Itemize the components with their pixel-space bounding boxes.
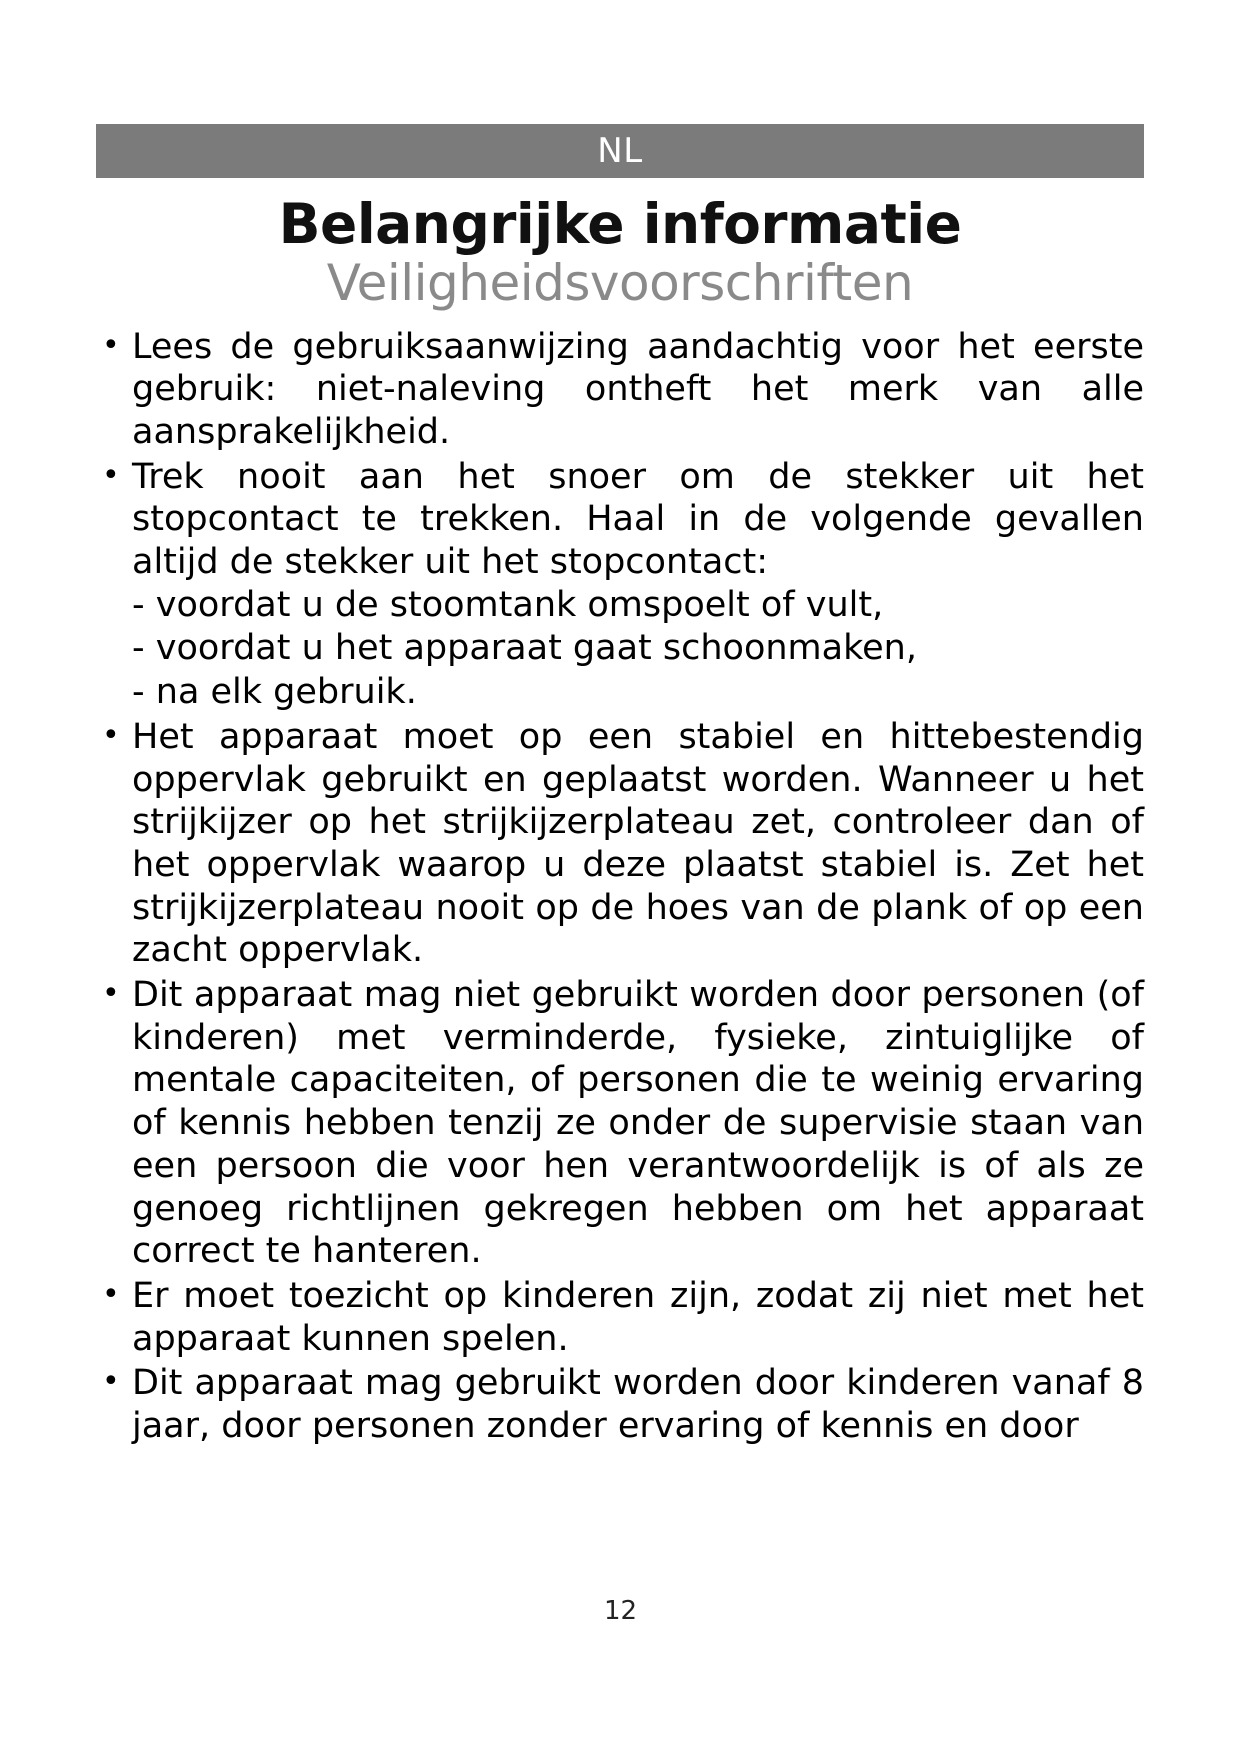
page-number: 12 bbox=[603, 1596, 638, 1626]
list-item-text: Er moet toezicht op kinderen zijn, zodat zij niet met het apparaat kunnen spelen. bbox=[132, 1275, 1144, 1359]
list-item-subline: - voordat u de stoomtank omspoelt of vult, bbox=[132, 584, 884, 625]
list-item bbox=[96, 716, 1144, 972]
list-item bbox=[96, 456, 1144, 714]
list-item bbox=[96, 326, 1144, 454]
page-content bbox=[96, 124, 1144, 1450]
list-item-text: Dit apparaat mag niet gebruikt worden door personen (of kinderen) met verminderde, fysieke, zintuiglijke of mentale capaciteiten, of personen die te weinig ervaring of kennis hebben tenzij ze onder de supervisie staan van een persoon die voor hen verantwoordelijk is of als ze genoeg richtlijnen gekregen hebben om het apparaat correct te hanteren. bbox=[132, 975, 1144, 1272]
list-item-text: Trek nooit aan het snoer om de stekker uit het stopcontact te trekken. Haal in de volgende gevallen altijd de stekker uit het stopcontact: bbox=[132, 456, 1144, 583]
list-item-text: Dit apparaat mag gebruikt worden door kinderen vanaf 8 jaar, door personen zonder ervaring of kennis en door bbox=[132, 1363, 1144, 1446]
list-item-subline: - voordat u het apparaat gaat schoonmaken, bbox=[132, 628, 917, 669]
list-item-text: Lees de gebruiksaanwijzing aandachtig voor het eerste gebruik: niet-naleving ontheft het merk van alle aansprakelijkheid. bbox=[132, 326, 1144, 453]
list-item bbox=[96, 1275, 1144, 1360]
page-title: Belangrijke informatie bbox=[278, 192, 962, 256]
list-item-text: Het apparaat moet op een stabiel en hittebestendig oppervlak gebruikt en geplaatst worden. Wanneer u het strijkijzer op het strijkijzerplateau zet, controleer dan of het oppervlak waarop u deze plaatst stabiel is. Zet het strijkijzerplateau nooit op de hoes van de plank of op een zacht oppervlak. bbox=[132, 716, 1144, 971]
language-banner: NL bbox=[96, 124, 1144, 178]
list-item bbox=[96, 1362, 1144, 1447]
list-item-subline: - na elk gebruik. bbox=[132, 671, 417, 712]
safety-instructions-list bbox=[96, 326, 1144, 1448]
page-subtitle: Veiligheidsvoorschriften bbox=[326, 254, 914, 313]
list-item bbox=[96, 974, 1144, 1273]
